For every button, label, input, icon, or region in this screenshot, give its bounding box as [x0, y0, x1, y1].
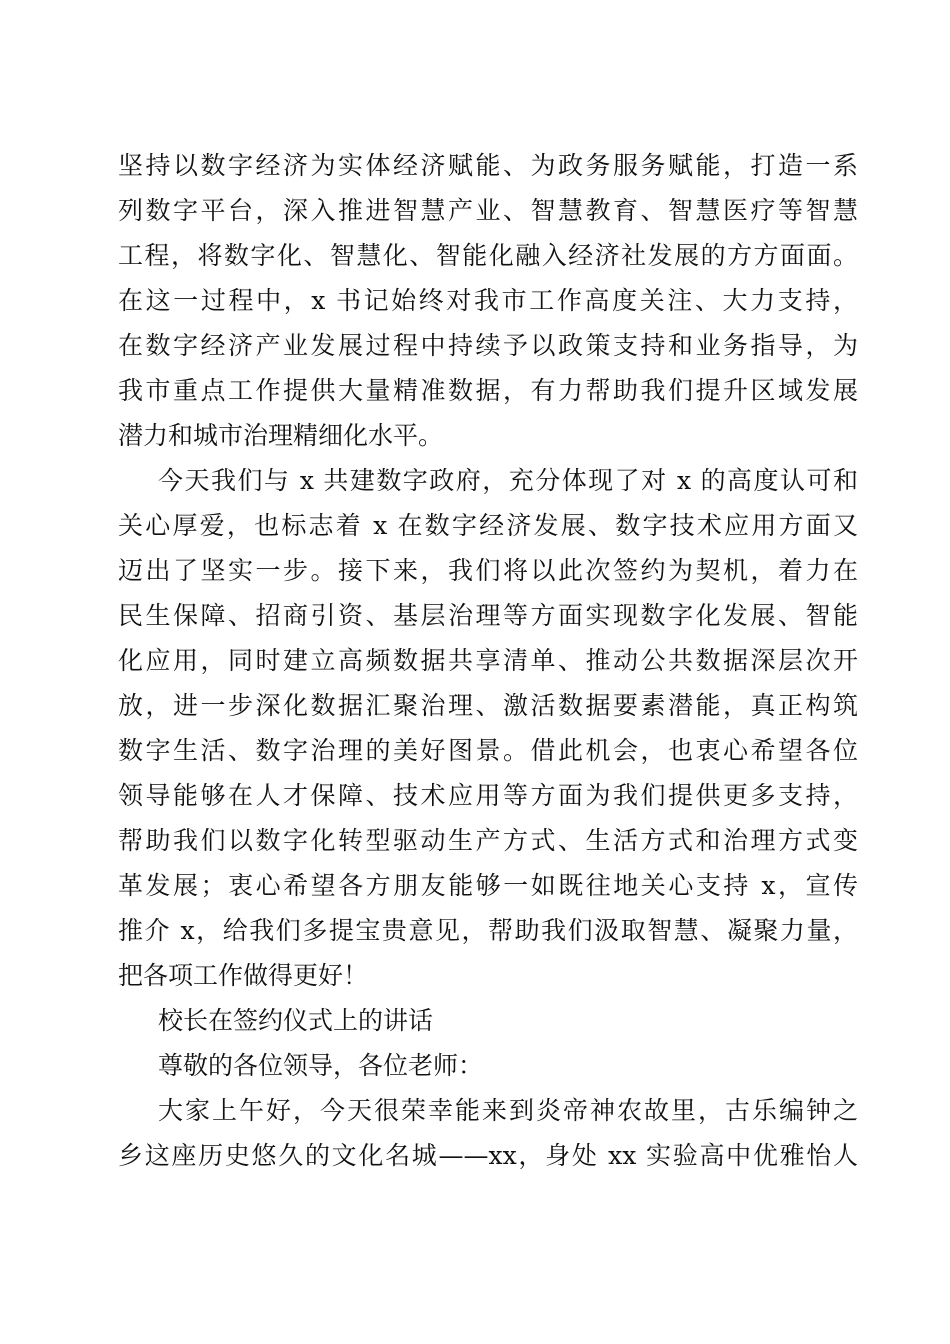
text-line: 潜力和城市治理精细化水平。 — [118, 421, 444, 450]
text-line: 坚持以数字经济为实体经济赋能、为政务服务赋能，打造一系 — [118, 151, 858, 180]
text-line: 化应用，同时建立高频数据共享清单、推动公共数据深层次开 — [118, 646, 858, 675]
text-line: 在这一过程中，x 书记始终对我市工作高度关注、大力支持， — [118, 286, 858, 315]
document-body — [118, 143, 858, 1178]
text-line: 关心厚爱，也标志着 x 在数字经济发展、数字技术应用方面又 — [118, 511, 858, 540]
speech-title: 校长在签约仪式上的讲话 — [158, 1006, 434, 1035]
text-line: 放，进一步深化数据汇聚治理、激活数据要素潜能，真正构筑 — [118, 691, 858, 720]
text-line: 在数字经济产业发展过程中持续予以政策支持和业务指导，为 — [118, 331, 858, 360]
paragraph-1 — [118, 143, 858, 458]
paragraph-2 — [118, 458, 858, 998]
text-line: 把各项工作做得更好！ — [118, 961, 369, 990]
text-line: 革发展；衷心希望各方朋友能够一如既往地关心支持 x，宣传 — [118, 871, 858, 900]
salutation: 尊敬的各位领导，各位老师： — [158, 1051, 484, 1080]
text-line: 列数字平台，深入推进智慧产业、智慧教育、智慧医疗等智慧 — [118, 196, 858, 225]
text-line: 帮助我们以数字化转型驱动生产方式、生活方式和治理方式变 — [118, 826, 858, 855]
text-line: 领导能够在人才保障、技术应用等方面为我们提供更多支持， — [118, 781, 858, 810]
text-line: 我市重点工作提供大量精准数据，有力帮助我们提升区域发展 — [118, 376, 858, 405]
text-line: 工程，将数字化、智慧化、智能化融入经济社发展的方方面面。 — [118, 241, 858, 270]
text-line: 推介 x，给我们多提宝贵意见，帮助我们汲取智慧、凝聚力量， — [118, 916, 858, 945]
text-line: 民生保障、招商引资、基层治理等方面实现数字化发展、智能 — [118, 601, 858, 630]
text-line: 乡这座历史悠久的文化名城——xx，身处 xx 实验高中优雅怡人 — [118, 1141, 858, 1170]
text-line: 大家上午好，今天很荣幸能来到炎帝神农故里，古乐编钟之 — [158, 1096, 858, 1125]
text-line: 数字生活、数字治理的美好图景。借此机会，也衷心希望各位 — [118, 736, 858, 765]
paragraph-3 — [118, 1088, 858, 1178]
text-line: 今天我们与 x 共建数字政府，充分体现了对 x 的高度认可和 — [158, 466, 858, 495]
text-line: 迈出了坚实一步。接下来，我们将以此次签约为契机，着力在 — [118, 556, 858, 585]
